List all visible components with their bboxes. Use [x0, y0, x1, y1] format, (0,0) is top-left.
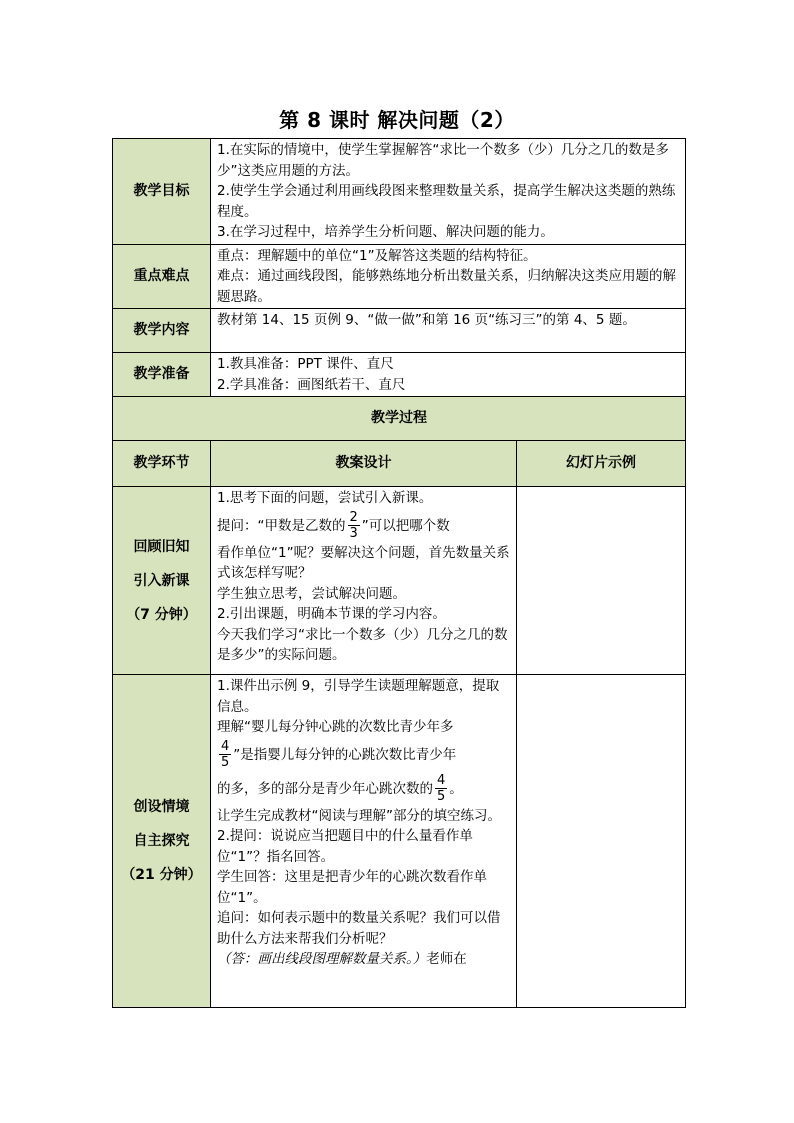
fraction-four-fifths-b — [435, 773, 447, 804]
stage1-line-3: 看作单位“1”呢？要解决这个问题，首先数量关系式该怎样写呢？ — [217, 544, 510, 581]
stage2-name-2: 自主探究 — [133, 833, 190, 849]
process-header: 教学过程 — [113, 397, 686, 441]
fraction-denominator: 3 — [349, 526, 358, 541]
stage2-note: （答：画出线段图理解数量关系。） — [217, 951, 427, 967]
goal-label: 教学目标 — [113, 139, 211, 245]
stage1-name-2: 引入新课 — [133, 572, 190, 589]
fraction-two-thirds — [348, 510, 360, 541]
stage1-line-5: 2.引出课题，明确本节课的学习内容。 — [217, 606, 446, 622]
stage1-line-6: 今天我们学习“求比一个数多（少）几分之几的数是多少”的实际问题。 — [217, 626, 508, 663]
stage1-line-2a: 提问：“甲数是乙数的 — [217, 517, 346, 534]
col-slides: 幻灯片示例 — [517, 441, 686, 487]
stage2-design — [211, 675, 517, 1008]
stage2-line-4b: 。 — [449, 780, 463, 797]
col-design: 教案设计 — [211, 441, 517, 487]
stage2-line-6: 2.提问：说说应当把题目中的什么量看作单位“1”？指名回答。 — [217, 828, 473, 865]
stage2-line-1: 1.课件出示例 9，引导学生读题理解题意，提取信息。 — [217, 678, 500, 715]
stage1-line-1: 1.思考下面的问题，尝试引入新课。 — [217, 490, 433, 506]
row-content — [113, 309, 686, 353]
key-content — [211, 244, 686, 309]
stage1-label — [113, 487, 211, 675]
stage2-line-4a: 的多，多的部分是青少年心跳次数的 — [217, 780, 433, 797]
content-line-1: 教材第 14、15 页例 9、“做一做”和第 16 页“练习三”的第 4、5 题。 — [217, 312, 636, 328]
stage2-line-3-text: ”是指婴儿每分钟的心跳次数比青少年 — [233, 746, 457, 763]
stage2-line-7: 学生回答：这里是把青少年的心跳次数看作单位“1”。 — [217, 869, 487, 906]
fraction-numerator: 2 — [349, 510, 358, 525]
row-goal — [113, 139, 686, 245]
stage1-slides — [517, 487, 686, 675]
fraction-denominator: 5 — [221, 755, 230, 770]
goal-line-2: 2.使学生学会通过利用画线段图来整理数量关系，提高学生解决这类题的熟练程度。 — [217, 183, 676, 220]
key-label: 重点难点 — [113, 244, 211, 309]
prep-content — [211, 353, 686, 397]
fraction-numerator: 4 — [437, 773, 446, 788]
stage2-line-9b: 老师在 — [426, 951, 467, 967]
prep-label: 教学准备 — [113, 353, 211, 397]
stage2-slides — [517, 675, 686, 1008]
row-prep — [113, 353, 686, 397]
fraction-denominator: 5 — [437, 789, 446, 804]
stage2-line-5: 让学生完成教材“阅读与理解”部分的填空练习。 — [217, 807, 501, 824]
goal-line-3: 3.在学习过程中，培养学生分析问题、解决问题的能力。 — [217, 224, 554, 240]
row-process-header — [113, 397, 686, 441]
stage1-time: （7 分钟） — [126, 606, 197, 623]
page-title: 第 8 课时 解决问题（2） — [279, 108, 515, 132]
prep-line-1: 1.教具准备：PPT 课件、直尺 — [217, 356, 394, 372]
lesson-table — [112, 138, 686, 1008]
fraction-four-fifths-a — [219, 739, 231, 770]
stage2-line-9 — [217, 949, 510, 970]
stage2-line-3 — [217, 738, 510, 772]
stage1-line-4: 学生独立思考，尝试解决问题。 — [217, 585, 406, 602]
fraction-numerator: 4 — [221, 739, 230, 754]
stage2-name-1: 创设情境 — [133, 799, 190, 815]
key-line-1: 重点：理解题中的单位“1”及解答这类题的结构特征。 — [217, 247, 537, 264]
row-column-headers — [113, 441, 686, 487]
col-stage: 教学环节 — [113, 441, 211, 487]
stage2-line-2: 理解“婴儿每分钟心跳的次数比青少年多 — [217, 719, 454, 735]
goal-content — [211, 139, 686, 245]
stage1-line-2 — [217, 509, 510, 543]
stage2-line-4 — [217, 772, 510, 806]
row-stage-1 — [113, 487, 686, 675]
stage1-line-2b: ”可以把哪个数 — [361, 517, 450, 534]
stage2-line-8: 追问：如何表示题中的数量关系呢？我们可以借助什么方法来帮我们分析呢？ — [217, 910, 501, 947]
stage1-name-1: 回顾旧知 — [133, 538, 190, 555]
row-stage-2 — [113, 675, 686, 1008]
stage2-time: （21 分钟） — [121, 867, 202, 883]
prep-line-2: 2.学具准备：画图纸若干、直尺 — [217, 376, 406, 393]
key-line-2: 难点：通过画线段图，能够熟练地分析出数量关系，归纳解决这类应用题的解题思路。 — [217, 268, 676, 305]
stage2-label — [113, 675, 211, 1008]
content-content — [211, 309, 686, 353]
row-key — [113, 244, 686, 309]
content-label: 教学内容 — [113, 309, 211, 353]
stage1-design — [211, 487, 517, 675]
goal-line-1: 1.在实际的情境中，使学生掌握解答“求比一个数多（少）几分之几的数是多少”这类应用题的方法。 — [217, 142, 669, 179]
